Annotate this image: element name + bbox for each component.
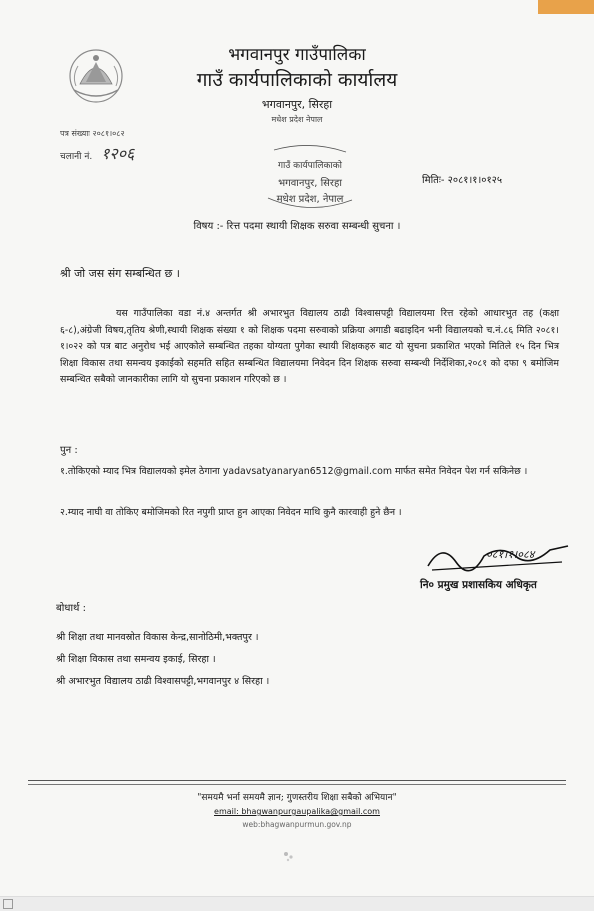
handwritten-signature — [422, 536, 572, 576]
footer-divider — [28, 784, 566, 785]
letter-reference-number: पत्र संख्याः २०८१।०८२ — [60, 129, 125, 138]
province-name: मधेश प्रदेश नेपाल — [271, 115, 323, 124]
cc-recipient: श्री शिक्षा तथा मानवस्रोत विकास केन्द्र,सानोठिमी,भक्तपुर । — [56, 632, 259, 643]
office-location: भगवानपुर, सिरहा — [261, 98, 333, 111]
dispatch-value: १२०६ — [101, 144, 135, 163]
signature-date: ०८१।१।०८४ — [486, 548, 535, 561]
scanner-app-icon — [3, 899, 13, 909]
stamp-line-3: मधेश प्रदेश, नेपाल — [276, 194, 344, 205]
dispatch-label: चलानी नं. — [60, 152, 93, 162]
footer-website: web:bhagwanpurmun.gov.np — [242, 820, 352, 829]
stamp-line-1: गाउँ कार्यपालिकाको — [277, 161, 343, 171]
note-point-2: २.म्याद नाघी वा तोकिए बमोजिमको रित नपुगी प्राप्त हुन आएका निवेदन माथि कुनै कारवाही हुने छैन । — [60, 507, 402, 518]
note-heading: पुन : — [60, 445, 78, 456]
scanner-status-bar — [0, 896, 594, 911]
note-point-1-rest: मार्फत समेत निवेदन पेश गर्न सकिनेछ । — [394, 466, 528, 477]
footer-email: email: bhagwanpurgaupalika@gmail.com — [214, 807, 380, 816]
municipality-name: भगवानपुर गाउँपालिका — [228, 45, 366, 65]
note-point-1-text: १.तोकिएको म्याद भित्र विद्यालयको इमेल ठेगाना — [60, 466, 220, 477]
dispatch-number — [60, 142, 134, 164]
footer-divider — [28, 780, 566, 781]
stamp-line-2: भगवानपुर, सिरहा — [278, 178, 342, 189]
cc-recipient: श्री शिक्षा विकास तथा समन्वय इकाई, सिरहा । — [56, 654, 216, 665]
cc-recipient: श्री अभारभुत विद्यालय ठाढी विश्वासपट्टी,भगवानपुर ४ सिरहा । — [56, 676, 270, 687]
note-point-1 — [60, 463, 559, 480]
salutation: श्री जो जस संग सम्बन्धित छ । — [60, 267, 180, 280]
cc-heading: बोधार्थ : — [56, 603, 86, 614]
school-email: yadavsatyanaryan6512@gmail.com — [222, 466, 392, 477]
office-stamp — [262, 142, 358, 214]
corner-tab — [538, 0, 594, 14]
office-name: गाउँ कार्यपालिकाको कार्यालय — [196, 69, 398, 91]
footer-slogan: "समयमै भर्ना समयमै ज्ञान; गुणस्तरीय शिक्षा सबैको अभियान" — [197, 793, 397, 803]
letter-body: यस गाउँपालिका वडा नं.४ अन्तर्गत श्री अभारभुत विद्यालय ठाढी विश्वासपट्टी विद्यालयमा रित्त रहेको आधारभुत तह (कक्षा ६-८),अंग्रेजी विषय,तृतिय श्रेणी,स्थायी शिक्षक संख्या १ को शिक्षक पदमा सरुवाको प्रक्रिया अगाडी बढाइदिन भनी विद्यालयको च.नं.८६ मिति २०८१।१।०२२ को पत्र बाट अनुरोध भई आएकोले सम्बन्धित तहका योग्यता पुगेका स्थायी शिक्षकहरु बाट यो सुचना प्रकाशित भएको मितिले १५ दिन भित्र शिक्षा विकास तथा समन्वय इकाईको सहमति सहित सम्बन्धित विद्यालयमा निवेदन दिन शिक्षक सरुवा सम्बन्धी निर्देशिका,२०८१ को दफा ९ बमोजिम सम्बन्धित सबैको जानकारीका लागि यो सुचना प्रकाशन गरिएको छ । — [60, 308, 559, 385]
letter-subject: विषय :- रित्त पदमा स्थायी शिक्षक सरुवा सम्बन्धी सुचना । — [193, 221, 401, 232]
officer-title: नि० प्रमुख प्रशासकिय अधिकृत — [420, 579, 537, 591]
letter-date: मितिः- २०८१।१।०१२५ — [422, 175, 503, 186]
ink-smudge — [280, 848, 298, 864]
